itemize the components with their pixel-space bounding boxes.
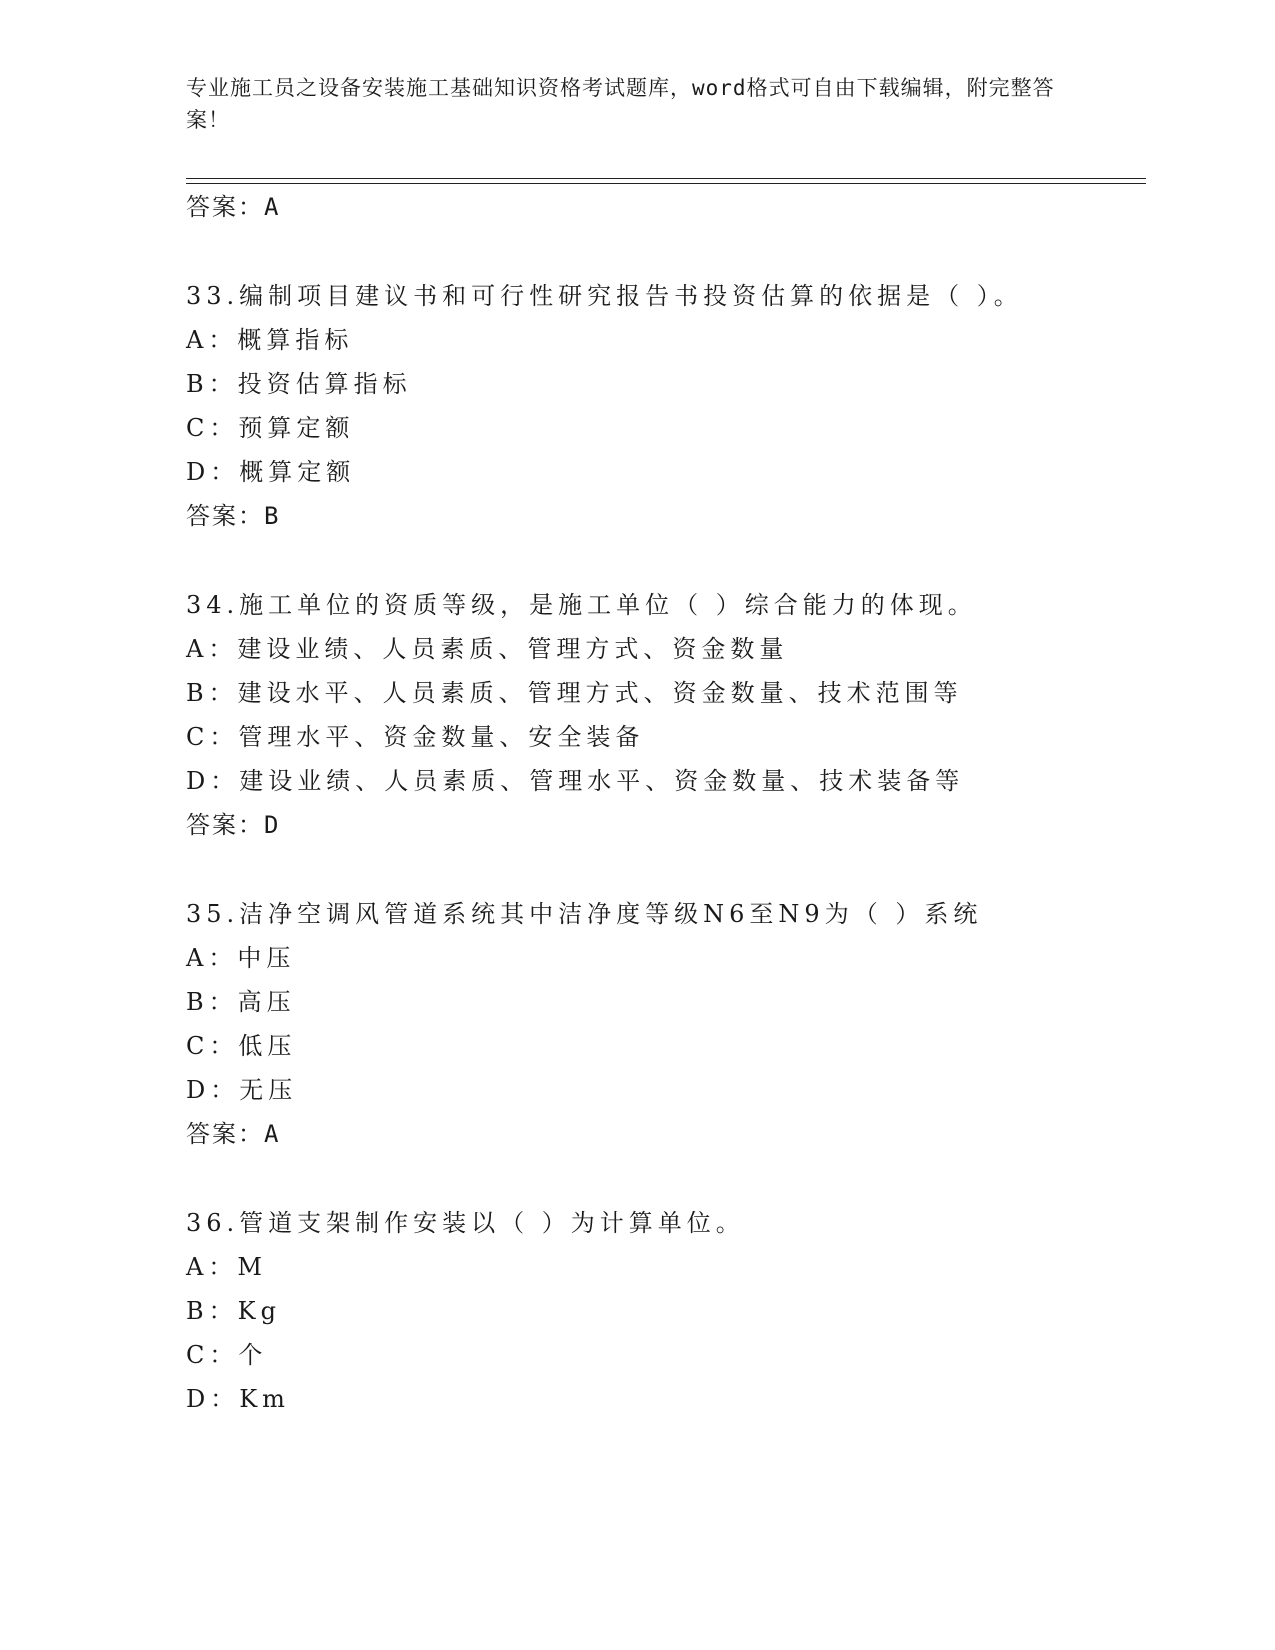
question-35: 35.洁净空调风管道系统其中洁净度等级N6至N9为（ ）系统: [186, 900, 983, 928]
answer-35: [186, 1119, 280, 1149]
answer-value: D: [264, 811, 281, 839]
answer-value: B: [264, 502, 281, 530]
option-34-b: B：建设水平、人员素质、管理方式、资金数量、技术范围等: [186, 679, 963, 707]
option-36-c: C：个: [186, 1341, 268, 1369]
option-36-b: B：Kg: [186, 1297, 281, 1325]
option-35-b: B：高压: [186, 988, 296, 1016]
question-33: 33.编制项目建议书和可行性研究报告书投资估算的依据是（ ）。: [186, 282, 1023, 310]
option-35-d: D：无压: [186, 1076, 298, 1104]
option-34-c: C：管理水平、资金数量、安全装备: [186, 723, 645, 751]
answer-value: A: [264, 193, 281, 221]
answer-label: 答案：: [186, 811, 264, 839]
header-divider-top: [186, 178, 1146, 179]
option-35-a: A：中压: [186, 944, 296, 972]
answer-34: [186, 810, 280, 840]
option-33-c: C：预算定额: [186, 414, 355, 442]
option-34-d: D：建设业绩、人员素质、管理水平、资金数量、技术装备等: [186, 767, 965, 795]
option-33-a: A：概算指标: [186, 326, 354, 354]
header-divider-bottom: [186, 183, 1146, 184]
previous-answer: [186, 192, 280, 222]
option-36-a: A：M: [186, 1253, 267, 1281]
option-34-a: A：建设业绩、人员素质、管理方式、资金数量: [186, 635, 789, 663]
answer-33: [186, 501, 280, 531]
document-header: 专业施工员之设备安装施工基础知识资格考试题库，word格式可自由下载编辑，附完整答案！: [186, 76, 1055, 132]
option-33-b: B：投资估算指标: [186, 370, 412, 398]
option-33-d: D：概算定额: [186, 458, 356, 486]
answer-value: A: [264, 1120, 281, 1148]
option-35-c: C：低压: [186, 1032, 297, 1060]
question-34: 34.施工单位的资质等级，是施工单位（ ）综合能力的体现。: [186, 591, 977, 619]
option-36-d: D：Km: [186, 1385, 290, 1413]
question-36: 36.管道支架制作安装以（ ）为计算单位。: [186, 1209, 745, 1237]
answer-label: 答案：: [186, 193, 264, 221]
answer-label: 答案：: [186, 502, 264, 530]
answer-label: 答案：: [186, 1120, 264, 1148]
